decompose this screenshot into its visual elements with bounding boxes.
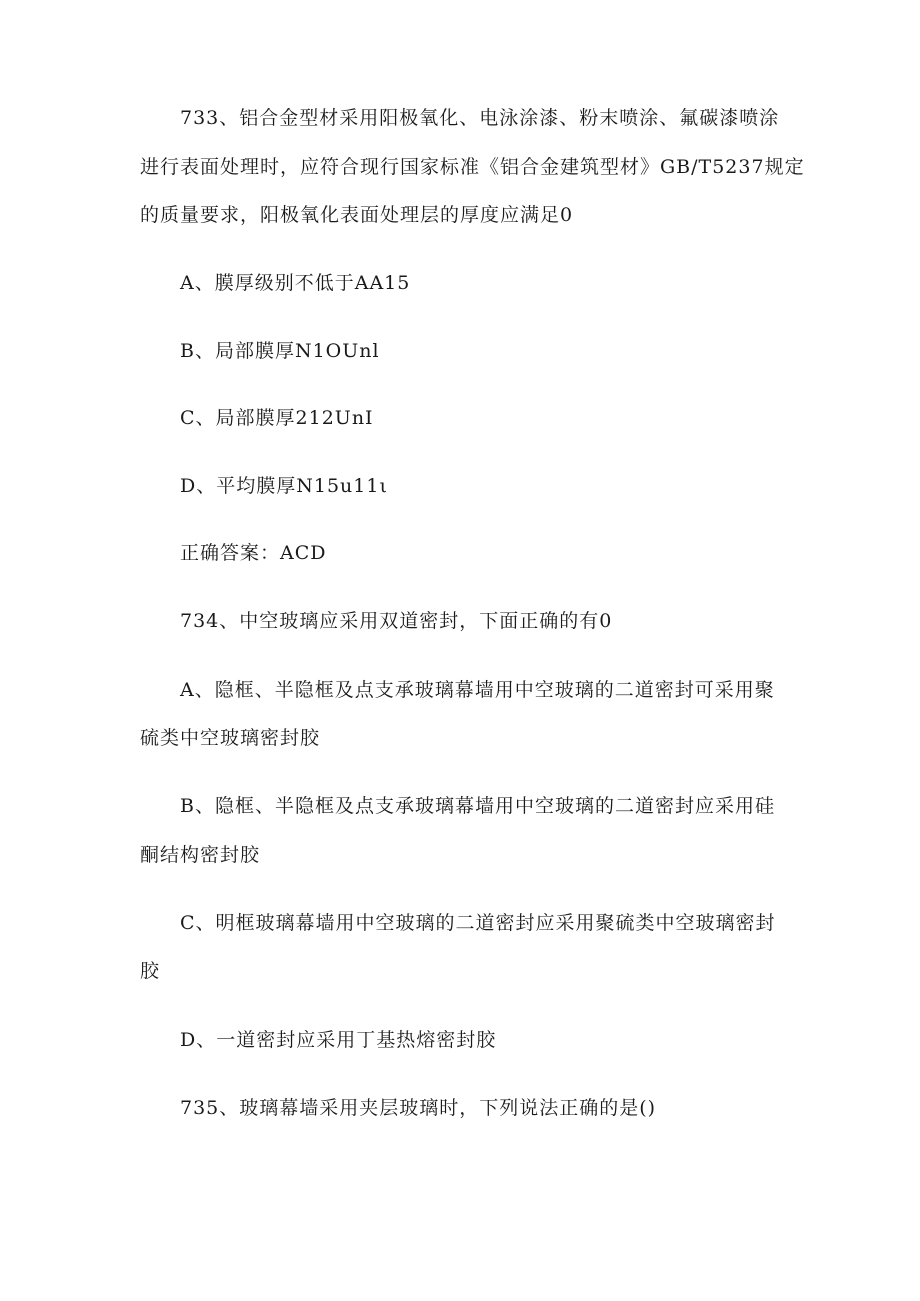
q733-option-a: A、膜厚级别不低于AA15 (180, 272, 411, 294)
q734-option-c-line-1: C、明框玻璃幕墙用中空玻璃的二道密封应采用聚硫类中空玻璃密封 (180, 912, 776, 934)
q733-option-d: D、平均膜厚N15u11ι (180, 475, 388, 497)
q734-option-a-line-2: 硫类中空玻璃密封胶 (140, 727, 321, 749)
q734-stem: 734、中空玻璃应采用双道密封，下面正确的有0 (180, 610, 613, 632)
q733-answer: 正确答案：ACD (180, 542, 327, 564)
q734-option-d: D、一道密封应采用丁基热熔密封胶 (180, 1029, 497, 1051)
q733-stem-line-2: 进行表面处理时，应符合现行国家标准《铝合金建筑型材》GB/T5237规定 (140, 156, 805, 178)
q734-option-c-line-2: 胶 (140, 960, 161, 982)
q733-option-c: C、局部膜厚212UnI (180, 407, 374, 429)
q733-stem-line-1: 733、铝合金型材采用阳极氧化、电泳涂漆、粉末喷涂、氟碳漆喷涂 (180, 107, 780, 129)
q735-stem: 735、玻璃幕墙采用夹层玻璃时，下列说法正确的是() (180, 1097, 657, 1119)
q734-option-b-line-1: B、隐框、半隐框及点支承玻璃幕墙用中空玻璃的二道密封应采用硅 (180, 795, 775, 817)
q734-option-b-line-2: 酮结构密封胶 (140, 844, 261, 866)
q734-option-a-line-1: A、隐框、半隐框及点支承玻璃幕墙用中空玻璃的二道密封可采用聚 (180, 679, 775, 701)
q733-stem-line-3: 的质量要求，阳极氧化表面处理层的厚度应满足0 (140, 204, 574, 226)
q733-option-b: B、局部膜厚N1OUnl (180, 340, 380, 362)
